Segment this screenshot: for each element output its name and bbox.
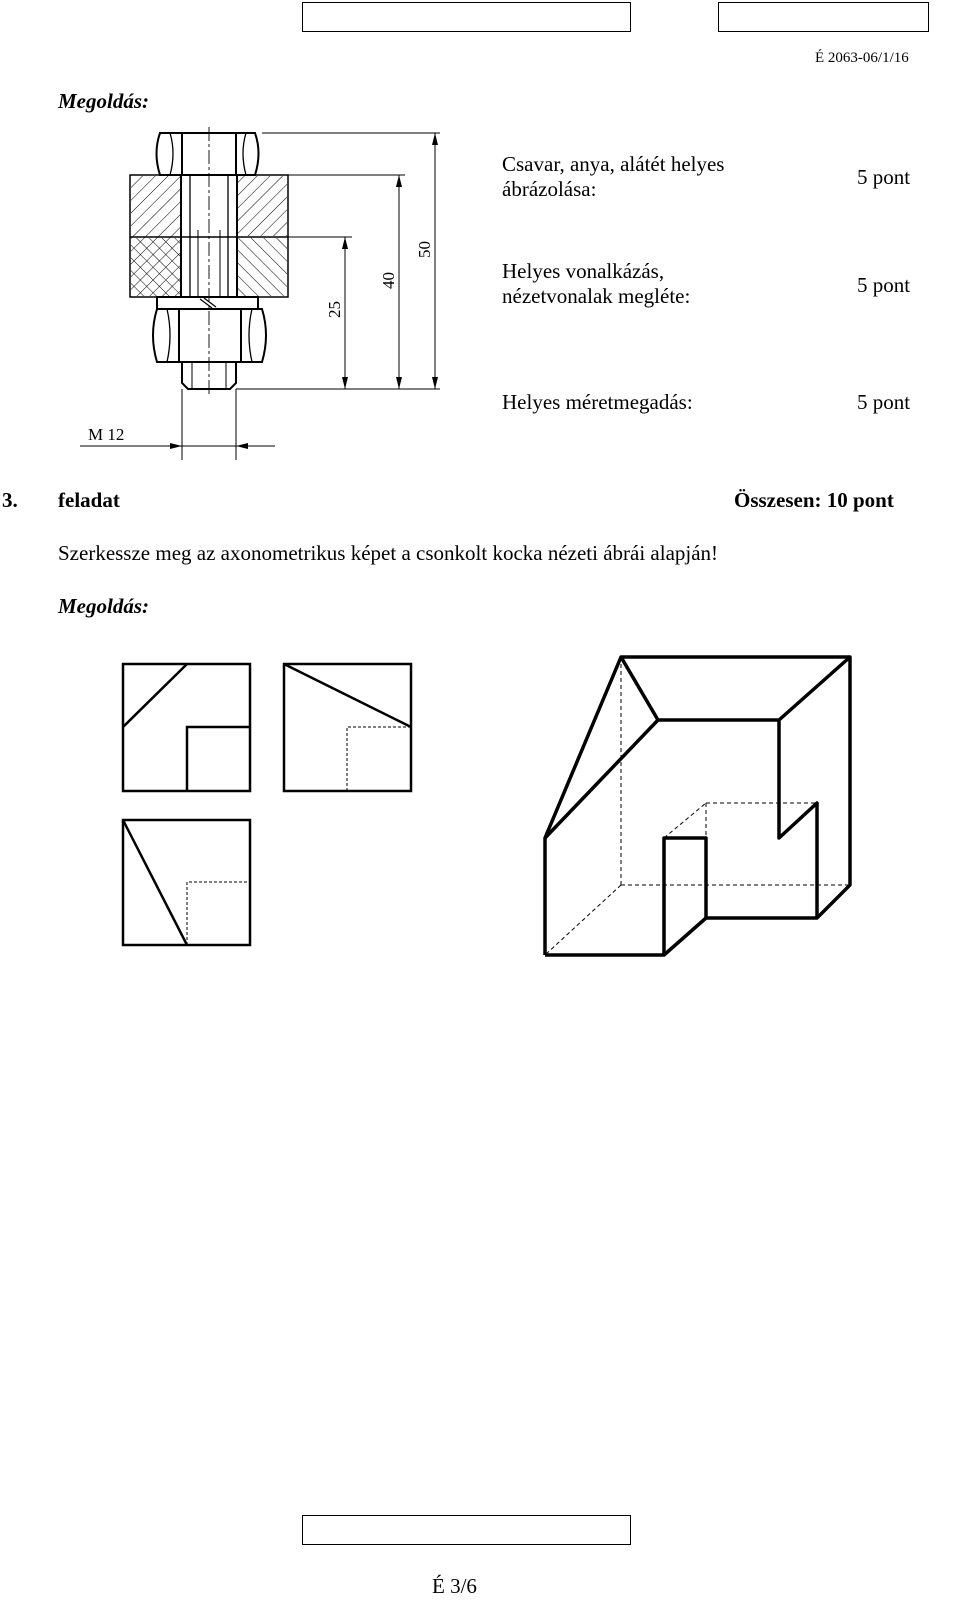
document-code: É 2063-06/1/16 — [815, 50, 909, 66]
task-instruction: Szerkessze meg az axonometrikus képet a csonkolt kocka nézeti ábrái alapján! — [58, 541, 719, 565]
criterion-3-points: 5 pont — [857, 390, 911, 414]
criterion-2-line-2: nézetvonalak megléte: — [502, 284, 691, 308]
criterion-2-points: 5 pont — [857, 273, 911, 297]
criterion-1-line-1: Csavar, anya, alátét helyes — [502, 152, 725, 176]
footer-box — [302, 1515, 631, 1545]
criterion-3-line-1: Helyes méretmegadás: — [502, 390, 693, 414]
dim-50: 50 — [415, 241, 434, 258]
solution-label-2: Megoldás: — [58, 594, 149, 618]
criterion-2-line-1: Helyes vonalkázás, — [502, 259, 665, 283]
dim-thread: M 12 — [88, 425, 125, 444]
dim-25: 25 — [325, 301, 344, 318]
criterion-1-line-2: ábrázolása: — [502, 177, 597, 201]
task-title: feladat — [58, 488, 120, 512]
criterion-1-points: 5 pont — [857, 165, 911, 189]
page-number: É 3/6 — [432, 1574, 477, 1598]
task-number: 3. — [2, 488, 18, 512]
dim-40: 40 — [379, 272, 398, 289]
task-total: Összesen: 10 pont — [734, 488, 894, 512]
solution-label-1: Megoldás: — [58, 89, 149, 113]
